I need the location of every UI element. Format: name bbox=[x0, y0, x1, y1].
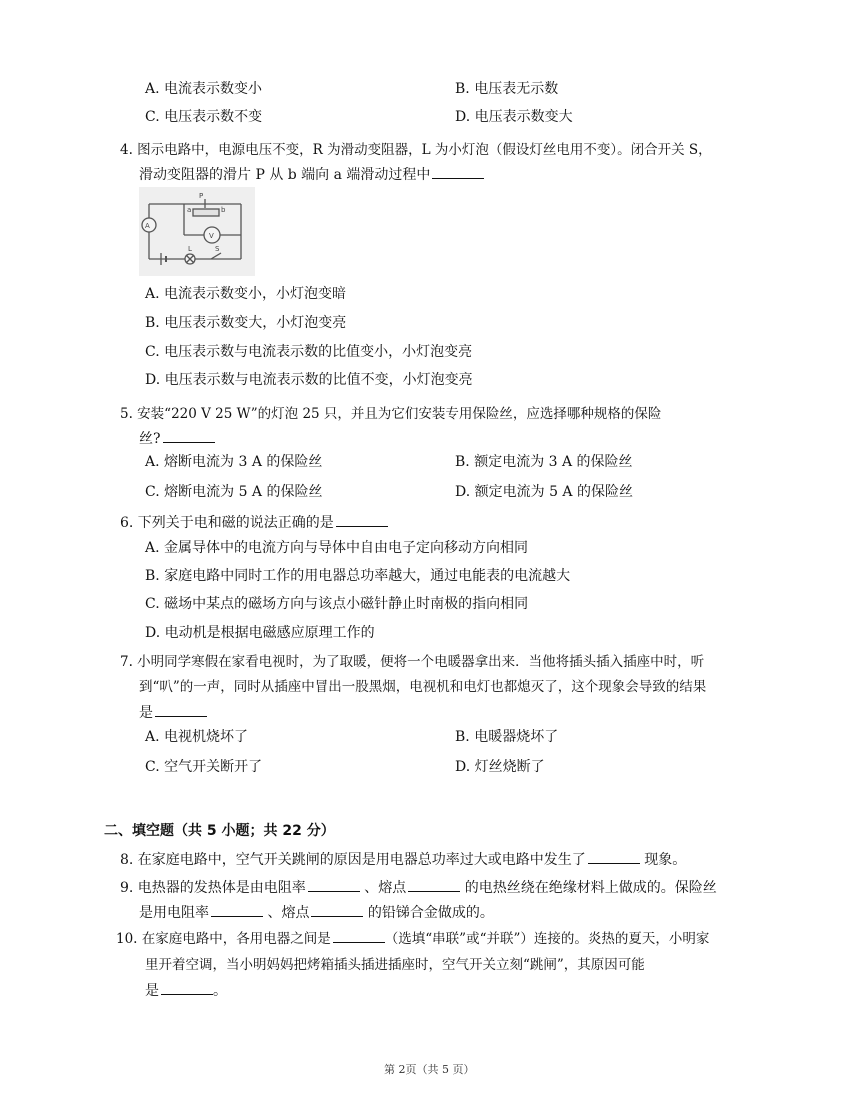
answer-blank bbox=[333, 928, 385, 943]
answer-blank bbox=[163, 428, 215, 443]
q6-option-a: A. 金属导体中的电流方向与导体中自由电子定向移动方向相同 bbox=[145, 540, 529, 556]
q6-option-c: C. 磁场中某点的磁场方向与该点小磁针静止时南极的指向相同 bbox=[145, 596, 529, 612]
q10-stem-line1: 10. 在家庭电路中，各用电器之间是 （选填“串联”或“并联”）连接的。炎热的夏天，小明家 bbox=[116, 928, 709, 949]
q4-option-d: D. 电压表示数与电流表示数的比值不变，小灯泡变亮 bbox=[145, 372, 473, 388]
q5-stem-line1: 5. 安装“220 V 25 W”的灯泡 25 只，并且为它们安装专用保险丝，应选择哪种规格的保险 bbox=[120, 406, 662, 422]
answer-blank bbox=[432, 164, 484, 179]
q10-stem-line3: 是 。 bbox=[145, 980, 227, 1001]
answer-blank bbox=[311, 902, 363, 917]
end-b-label: b bbox=[221, 206, 226, 214]
q5-option-b: B. 额定电流为 3 A 的保险丝 bbox=[455, 454, 633, 470]
lamp-label: L bbox=[188, 245, 192, 253]
q7-option-c: C. 空气开关断开了 bbox=[145, 759, 263, 775]
page-number-footer: 第 2页（共 5 页） bbox=[384, 1063, 475, 1076]
q5-stem-line2: 丝? bbox=[139, 428, 215, 449]
q9-stem-line2: 是用电阻率 、熔点 的铅锑合金做成的。 bbox=[139, 902, 494, 923]
voltmeter-symbol-label: V bbox=[209, 232, 214, 240]
answer-blank bbox=[211, 902, 263, 917]
q4-stem-line2: 滑动变阻器的滑片 P 从 b 端向 a 端滑动过程中 bbox=[139, 164, 484, 185]
end-a-label: a bbox=[187, 206, 192, 214]
q7-stem-line3: 是 bbox=[139, 702, 207, 723]
answer-blank bbox=[408, 877, 460, 892]
q5-option-d: D. 额定电流为 5 A 的保险丝 bbox=[455, 484, 633, 500]
q10-stem-line2: 里开着空调，当小明妈妈把烤箱插头插进插座时，空气开关立刻“跳闸”，其原因可能 bbox=[145, 957, 645, 973]
q6-stem: 6. 下列关于电和磁的说法正确的是 bbox=[120, 512, 388, 533]
q6-option-b: B. 家庭电路中同时工作的用电器总功率越大，通过电能表的电流越大 bbox=[145, 568, 571, 584]
q7-option-d: D. 灯丝烧断了 bbox=[455, 759, 545, 775]
q4-stem-line1: 4. 图示电路中，电源电压不变，R 为滑动变阻器，L 为小灯泡（假设灯丝电用不变）。闭合开关 S， bbox=[120, 142, 712, 158]
answer-blank bbox=[155, 702, 207, 717]
q4-option-b: B. 电压表示数变大，小灯泡变亮 bbox=[145, 315, 347, 331]
q9-stem-line1: 9. 电热器的发热体是由电阻率 、熔点 的电热丝绕在绝缘材料上做成的。保险丝 bbox=[120, 877, 717, 898]
ammeter-symbol-label: A bbox=[145, 222, 150, 230]
q7-stem-line1: 7. 小明同学寒假在家看电视时，为了取暖，便将一个电暖器拿出来．当他将插头插入插座中时，听 bbox=[120, 654, 705, 670]
answer-blank bbox=[588, 849, 640, 864]
section-title: 二、填空题（共 5 小题；共 22 分） bbox=[104, 823, 335, 839]
q8-stem: 8. 在家庭电路中，空气开关跳闸的原因是用电器总功率过大或电路中发生了 现象。 bbox=[120, 849, 686, 870]
q3-option-c: C. 电压表示数不变 bbox=[145, 109, 263, 125]
circuit-diagram bbox=[139, 187, 255, 276]
switch-label: S bbox=[215, 245, 220, 253]
q5-option-a: A. 熔断电流为 3 A 的保险丝 bbox=[145, 454, 323, 470]
slider-label: P bbox=[199, 192, 204, 200]
answer-blank bbox=[336, 512, 388, 527]
answer-blank bbox=[161, 980, 213, 995]
q5-option-c: C. 熔断电流为 5 A 的保险丝 bbox=[145, 484, 323, 500]
q7-option-b: B. 电暖器烧坏了 bbox=[455, 729, 559, 745]
q4-option-a: A. 电流表示数变小，小灯泡变暗 bbox=[145, 286, 347, 302]
q6-option-d: D. 电动机是根据电磁感应原理工作的 bbox=[145, 625, 375, 641]
circuit-diagram-svg bbox=[139, 187, 255, 276]
answer-blank bbox=[308, 877, 360, 892]
q3-option-a: A. 电流表示数变小 bbox=[145, 81, 263, 97]
q3-option-b: B. 电压表无示数 bbox=[455, 81, 559, 97]
q3-option-d: D. 电压表示数变大 bbox=[455, 109, 573, 125]
q7-stem-line2: 到“叭”的一声，同时从插座中冒出一股黑烟，电视机和电灯也都熄灭了，这个现象会导致的结果 bbox=[139, 679, 707, 695]
q4-option-c: C. 电压表示数与电流表示数的比值变小，小灯泡变亮 bbox=[145, 344, 473, 360]
q7-option-a: A. 电视机烧坏了 bbox=[145, 729, 249, 745]
